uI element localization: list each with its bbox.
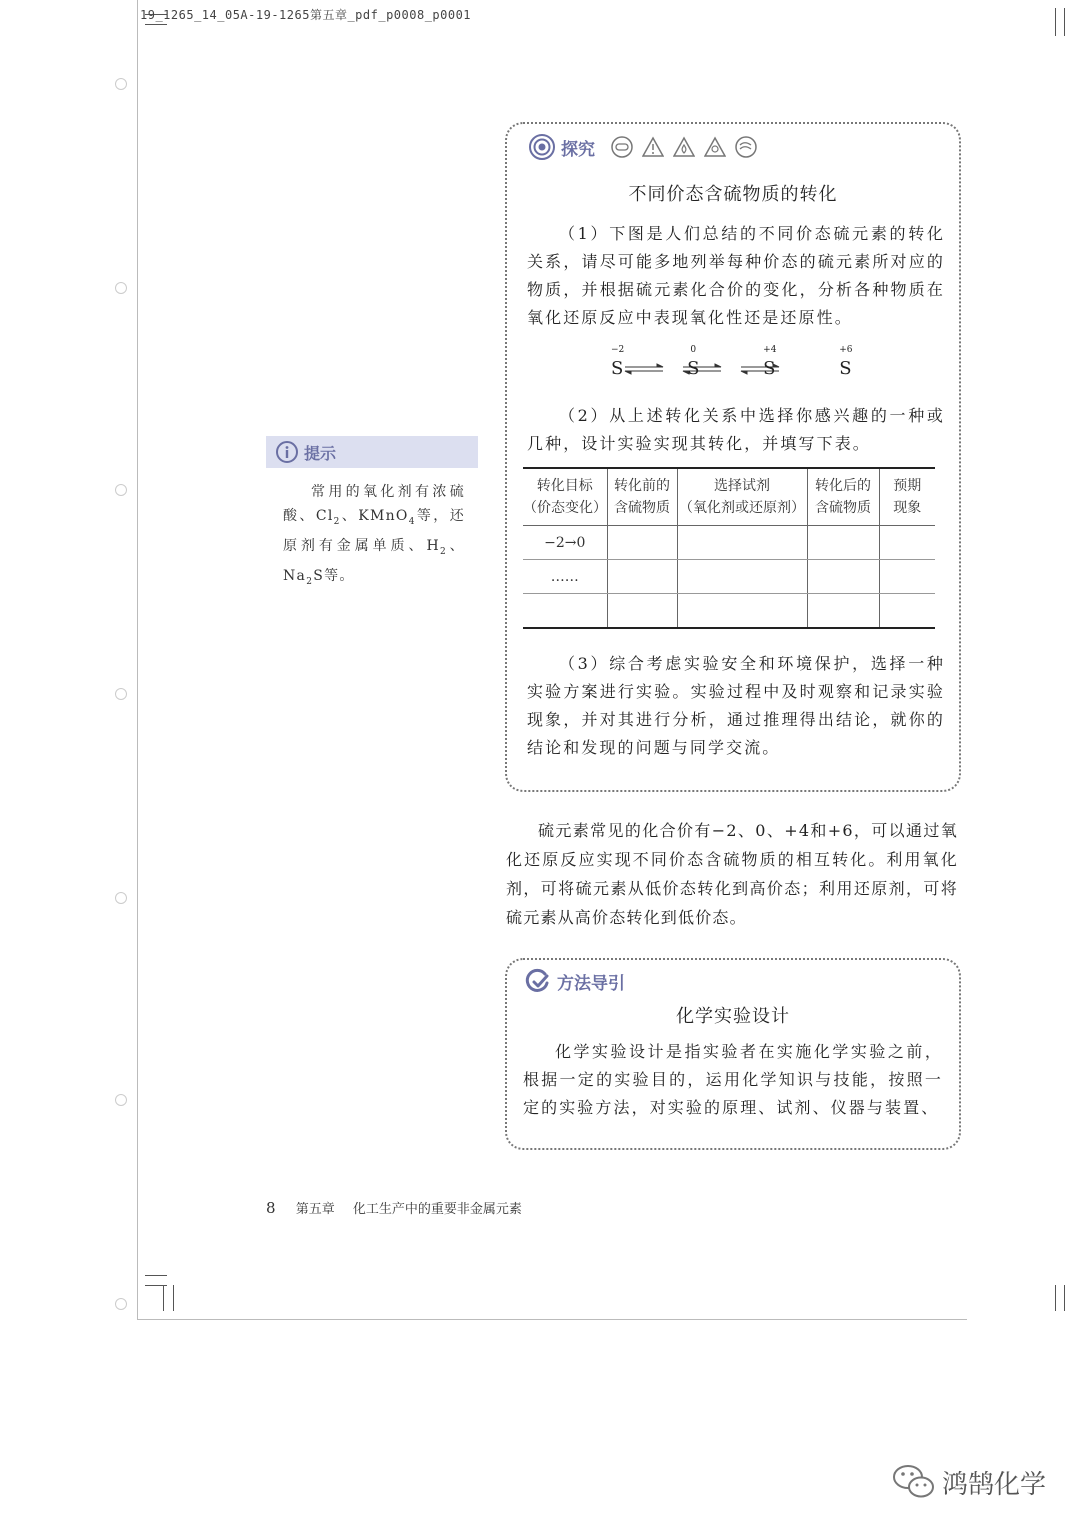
target-icon [529, 134, 555, 160]
table-header-row [523, 469, 935, 526]
table-row [523, 526, 935, 560]
table-header-cell: 预期 现象 [879, 469, 935, 526]
table-bottom-rule [523, 627, 935, 629]
conversion-table [523, 469, 935, 627]
crop-mark [1064, 8, 1065, 36]
crop-mark [163, 1285, 164, 1311]
ventilation-icon [735, 136, 757, 158]
crop-mark [1055, 8, 1056, 36]
goggles-icon [611, 136, 633, 158]
table-header-cell: 选择试剂 （氧化剂或还原剂） [677, 469, 807, 526]
explore-paragraph-1: （1）下图是人们总结的不同价态硫元素的转化关系，请尽可能多地列举每种价态的硫元素所对应的物质，并根据硫元素化合价的变化，分析各种物质在氧化还原反应中表现氧化性还是还原性。 [527, 224, 945, 327]
table-row [523, 560, 935, 594]
table-cell [807, 526, 879, 560]
sulfur-plus6: +6 S [839, 345, 853, 379]
table-cell [677, 594, 807, 628]
page-footer [266, 1198, 522, 1217]
explore-box [505, 122, 961, 792]
binding-hole [115, 78, 127, 90]
method-box [505, 958, 961, 1150]
scan-header: 19_1265_14_05A-19-1265第五章_pdf_p0008_p0001 [140, 8, 472, 22]
warning-icon [642, 136, 664, 158]
crop-mark [1055, 1285, 1056, 1311]
footer-chapter: 第五章 [295, 1202, 335, 1217]
table-header-cell: 转化后的 含硫物质 [807, 469, 879, 526]
method-text: 化学实验设计是指实验者在实施化学实验之前，根据一定的实验目的，运用化学知识与技能，按照一定的实验方法，对实验的原理、试剂、仪器与装置、 [523, 1042, 943, 1117]
page-number: 8 [266, 1199, 276, 1217]
table-cell [807, 560, 879, 594]
explore-paragraph-3: （3）综合考虑实验安全和环境保护，选择一种实验方案进行实验。实验过程中及时观察和记录实验现象，并对其进行分析，通过推理得出结论，就你的结论和发现的问题与同学交流。 [527, 654, 945, 757]
footer-chapter-title: 化工生产中的重要非金属元素 [352, 1202, 522, 1217]
table-cell [607, 560, 677, 594]
hint-label: 提示 [304, 443, 337, 463]
table-cell [677, 526, 807, 560]
method-label: 方法导引 [557, 973, 625, 994]
table-cell: …… [523, 560, 607, 594]
table-cell [879, 526, 935, 560]
table-row [523, 594, 935, 628]
sulfur-arrows [611, 345, 811, 384]
method-guide-icon [525, 968, 551, 994]
table-cell [879, 594, 935, 628]
info-icon [276, 441, 298, 463]
binding-hole [115, 1298, 127, 1310]
table-header-cell: 转化前的 含硫物质 [607, 469, 677, 526]
body-paragraph: 硫元素常见的化合价有−2、0、+4和+6，可以通过氧化还原反应实现不同价态含硫物质的相互转化。利用氧化剂，可将硫元素从低价态转化到高价态；利用还原剂，可将硫元素从高价态转化到低价态。 [506, 821, 958, 927]
crop-mark [145, 1275, 167, 1276]
explore-paragraph-2: （2）从上述转化关系中选择你感兴趣的一种或几种，设计实验实现其转化，并填写下表。 [527, 406, 945, 453]
table-cell [807, 594, 879, 628]
binding-hole [115, 688, 127, 700]
binding-hole [115, 892, 127, 904]
sulfur-minus2: −2 S [611, 345, 625, 379]
table-cell [607, 594, 677, 628]
explore-title: 不同价态含硫物质的转化 [628, 184, 838, 205]
table-cell: −2→0 [523, 526, 607, 560]
table-cell [523, 594, 607, 628]
hint-header [266, 436, 478, 468]
hint-text: 常用的氧化剂有浓硫酸、$Cl_2$、KMnO$_4$等，还原剂有金属单质、$H_2$、$Na_2S$等。 [283, 484, 465, 587]
conversion-table-wrap [523, 467, 935, 629]
table-cell [607, 526, 677, 560]
sulfur-plus4: +4 S [763, 345, 777, 379]
sulfur-zero: 0 S [687, 345, 700, 379]
table-cell [879, 560, 935, 594]
page-edge-bottom [137, 1319, 967, 1320]
sulfur-valence-chain [611, 345, 853, 384]
explore-label: 探究 [561, 139, 595, 160]
crop-mark [1064, 1285, 1065, 1311]
binding-hole [115, 1094, 127, 1106]
binding-hole [115, 484, 127, 496]
wechat-icon [892, 1462, 936, 1502]
method-title: 化学实验设计 [676, 1006, 790, 1027]
explore-header [529, 134, 757, 160]
crop-mark [173, 1285, 174, 1311]
page-edge-left [137, 0, 138, 1320]
method-header [525, 968, 625, 994]
binding-hole [115, 282, 127, 294]
toxic-hazard-icon [704, 136, 726, 158]
table-cell [677, 560, 807, 594]
table-header-cell: 转化目标 （价态变化） [523, 469, 607, 526]
watermark-text: 鸿鹄化学 [942, 1469, 1047, 1500]
crop-mark [145, 24, 167, 25]
flame-hazard-icon [673, 136, 695, 158]
watermark [892, 1462, 1046, 1502]
